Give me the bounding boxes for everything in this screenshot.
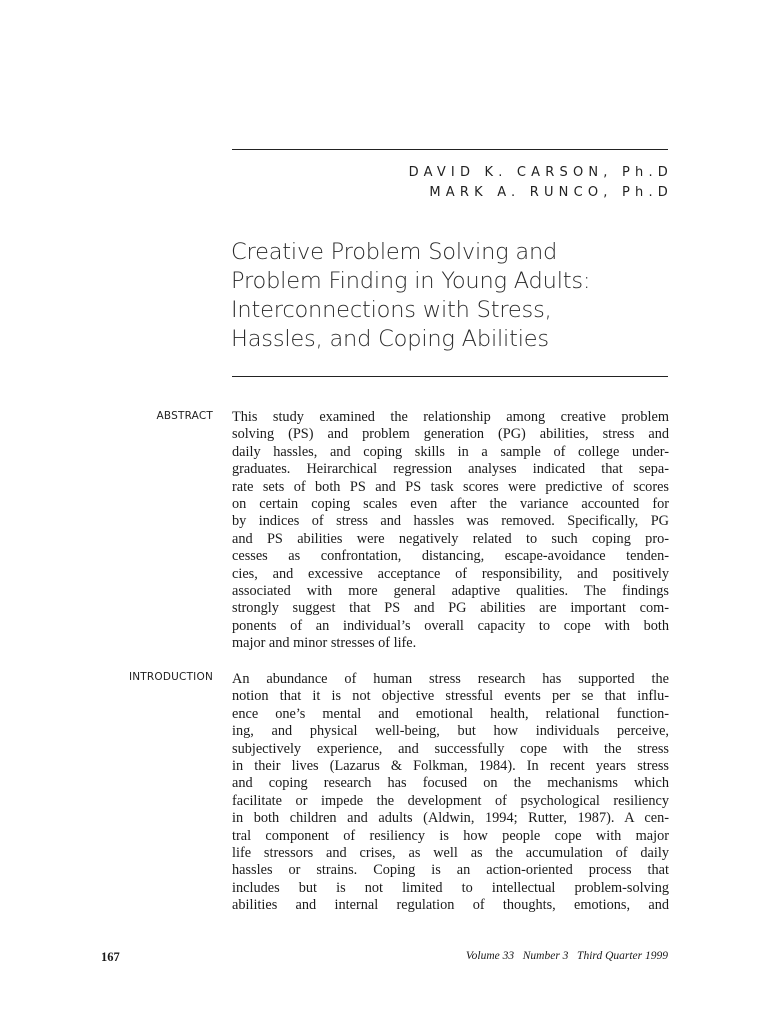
journal-issue-info: Volume 33 Number 3 Third Quarter 1999: [465, 950, 668, 962]
introduction-line: facilitate or impede the development of psychological resiliency: [232, 792, 669, 809]
introduction-line: in their lives (Lazarus & Folkman, 1984). In recent years stress: [232, 758, 669, 775]
introduction-line: life stressors and crises, as well as the accumulation of daily: [232, 845, 669, 862]
abstract-line: associated with more general adaptive qualities. The findings: [232, 583, 669, 600]
introduction-line: in both children and adults (Aldwin, 1994; Rutter, 1987). A cen-: [232, 810, 669, 827]
abstract-line: This study examined the relationship among creative problem: [232, 409, 669, 425]
page-number: 167: [101, 950, 120, 964]
abstract-line: on certain coping scales even after the variance accounted for: [232, 496, 669, 513]
abstract-line: and PS abilities were negatively related to such coping pro-: [232, 530, 669, 547]
author-1: DAVID K. CARSON, Ph.D: [408, 165, 673, 180]
title-rule: [232, 376, 668, 377]
top-rule: [232, 149, 668, 150]
abstract-label: ABSTRACT: [156, 410, 213, 422]
introduction-line: abilities and internal regulation of thoughts, emotions, and: [232, 897, 669, 914]
abstract-line: rate sets of both PS and PS task scores were predictive of scores: [232, 478, 669, 495]
abstract-line: daily hassles, and coping skills in a sample of college under-: [232, 443, 669, 460]
introduction-line: ence one’s mental and emotional health, relational function-: [232, 705, 669, 722]
introduction-body: [232, 671, 669, 915]
introduction-line: notion that it is not objective stressful events per se that influ-: [232, 688, 669, 705]
introduction-line: subjectively experience, and successfully cope with the stress: [232, 740, 669, 757]
abstract-line: ponents of an individual’s overall capacity to cope with both: [232, 617, 669, 634]
introduction-line: hassles or strains. Coping is an action-oriented process that: [232, 862, 669, 879]
abstract-line: major and minor stresses of life.: [232, 635, 417, 652]
introduction-line: ing, and physical well-being, but how individuals perceive,: [232, 723, 669, 740]
abstract-line: by indices of stress and hassles was removed. Specifically, PG: [232, 513, 669, 530]
author-2: MARK A. RUNCO, Ph.D: [429, 185, 673, 200]
abstract-line: cies, and excessive acceptance of responsibility, and positively: [232, 565, 669, 582]
title-line: Creative Problem Solving and: [231, 239, 558, 265]
title-line: Hassles, and Coping Abilities: [231, 326, 549, 352]
introduction-line: includes but is not limited to intellectual problem-solving: [232, 879, 669, 896]
introduction-line: tral component of resiliency is how people cope with major: [232, 827, 669, 844]
abstract-line: cesses as confrontation, distancing, escape-avoidance tenden-: [232, 548, 669, 565]
abstract-line: graduates. Heirarchical regression analyses indicated that sepa-: [232, 461, 669, 478]
abstract-line: strongly suggest that PS and PG abilities are important com-: [232, 600, 669, 617]
introduction-label: INTRODUCTION: [128, 671, 213, 683]
article-title: [231, 238, 671, 354]
abstract-line: solving (PS) and problem generation (PG) abilities, stress and: [232, 426, 669, 443]
introduction-line: and coping research has focused on the mechanisms which: [232, 775, 669, 792]
author-block: [232, 163, 673, 203]
introduction-line: An abundance of human stress research has supported the: [232, 671, 669, 687]
title-line: Problem Finding in Young Adults:: [231, 268, 591, 294]
abstract-body: [232, 409, 669, 653]
title-line: Interconnections with Stress,: [231, 297, 552, 323]
